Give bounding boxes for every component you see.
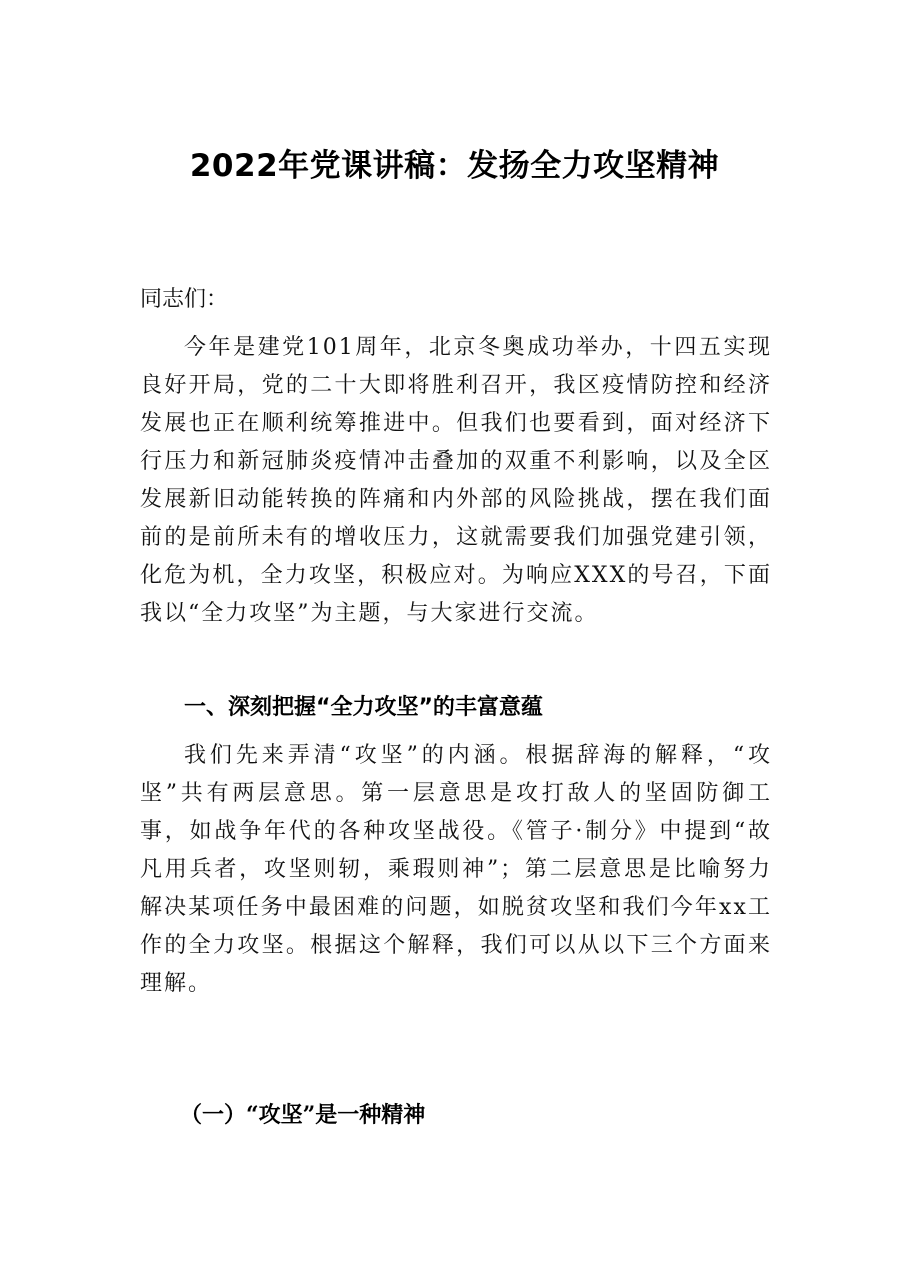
salutation: 同志们： [140,287,229,312]
section-heading-1: 一、深刻把握“全力攻坚”的丰富意蕴 [184,695,543,720]
subsection-heading-1: （一）“攻坚”是一种精神 [180,1102,426,1128]
body-paragraph-meaning: 我们先来弄清“攻坚”的内涵。根据辞海的解释，“攻坚”共有两层意思。第一层意思是攻打敌人的坚固防御工事，如战争年代的各种攻坚战役。《管子·制分》中提到“故凡用兵者，攻坚则轫，乘瑕则神”；第二层意思是比喻努力解决某项任务中最困难的问题，如脱贫攻坚和我们今年xx工作的全力攻坚。根据这个解释，我们可以从以下三个方面来理解。 [140,743,772,996]
document-title: 2022年党课讲稿：发扬全力攻坚精神 [189,148,720,184]
body-paragraph-intro: 今年是建党101周年，北京冬奥成功举办，十四五实现良好开局，党的二十大即将胜利召开，我区疫情防控和经济发展也正在顺利统筹推进中。但我们也要看到，面对经济下行压力和新冠肺炎疫情冲击叠加的双重不利影响，以及全区发展新旧动能转换的阵痛和内外部的风险挑战，摆在我们面前的是前所未有的增收压力，这就需要我们加强党建引领，化危为机，全力攻坚，积极应对。为响应XXX的号召，下面我以“全力攻坚”为主题，与大家进行交流。 [140,335,772,626]
